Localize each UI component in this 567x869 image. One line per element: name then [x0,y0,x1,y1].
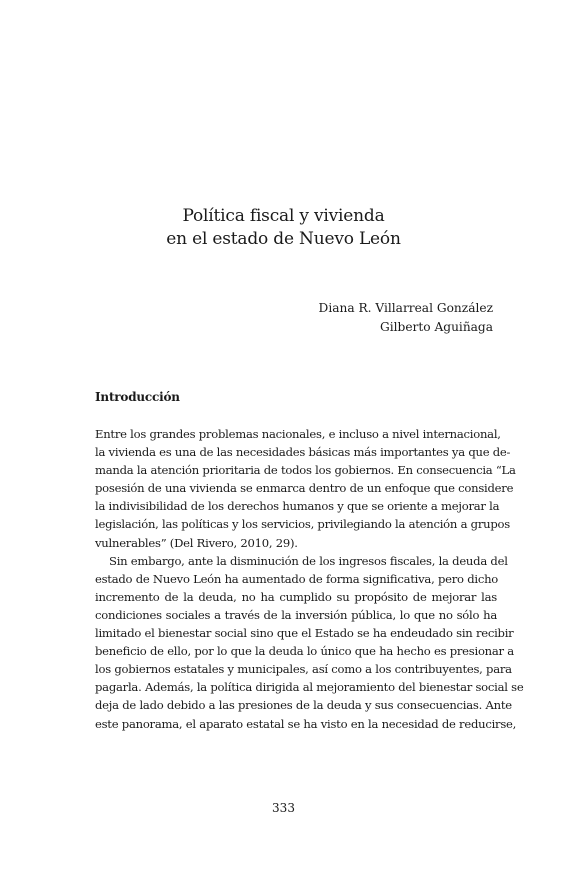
page-number: 333 [272,801,295,815]
text-line: manda la atención prioritaria de todos los gobiernos. En consecuencia “La [95,463,516,478]
chapter-title-line-2: en el estado de Nuevo León [166,229,401,249]
author-list [319,299,493,337]
author-name: Diana R. Villarreal González [318,301,493,315]
text-line: beneficio de ello, por lo que la deuda lo único que ha hecho es presionar a [95,644,514,659]
section-heading: Introducción [95,390,180,404]
text-line: legislación, las políticas y los servicios, privilegiando la atención a grupos [95,517,510,532]
text-line: condiciones sociales a través de la inversión pública, lo que no sólo ha [95,607,497,622]
body-text [95,425,524,733]
text-line: la vivienda es una de las necesidades básicas más importantes ya que de- [95,445,511,460]
text-line: la indivisibilidad de los derechos humanos y que se oriente a mejorar la [95,499,500,514]
text-line: incremento de la deuda, no ha cumplido su propósito de mejorar las [95,589,497,604]
text-line: Sin embargo, ante la disminución de los ingresos fiscales, la deuda del [109,553,508,568]
paragraph [95,552,524,733]
author-name: Gilberto Aguiñaga [379,320,493,334]
text-line: deja de lado debido a las presiones de la deuda y sus consecuencias. Ante [95,698,512,713]
text-line: limitado el bienestar social sino que el Estado se ha endeudado sin recibir [95,626,514,641]
text-line: estado de Nuevo León ha aumentado de forma significativa, pero dicho [95,571,499,586]
text-line: vulnerables” (Del Rivero, 2010, 29). [95,535,298,550]
text-line: Entre los grandes problemas nacionales, e incluso a nivel internacional, [95,427,501,441]
text-line: posesión de una vivienda se enmarca dentro de un enfoque que considere [95,481,514,496]
chapter-title-line-1: Política fiscal y vivienda [182,206,385,226]
text-line: este panorama, el aparato estatal se ha visto en la necesidad de reducirse, [95,716,517,731]
text-line: los gobiernos estatales y municipales, así como a los contribuyentes, para [95,662,512,677]
text-line: pagarla. Además, la política dirigida al mejoramiento del bienestar social se [95,680,524,695]
paragraph [95,425,516,552]
chapter-title [0,205,567,251]
